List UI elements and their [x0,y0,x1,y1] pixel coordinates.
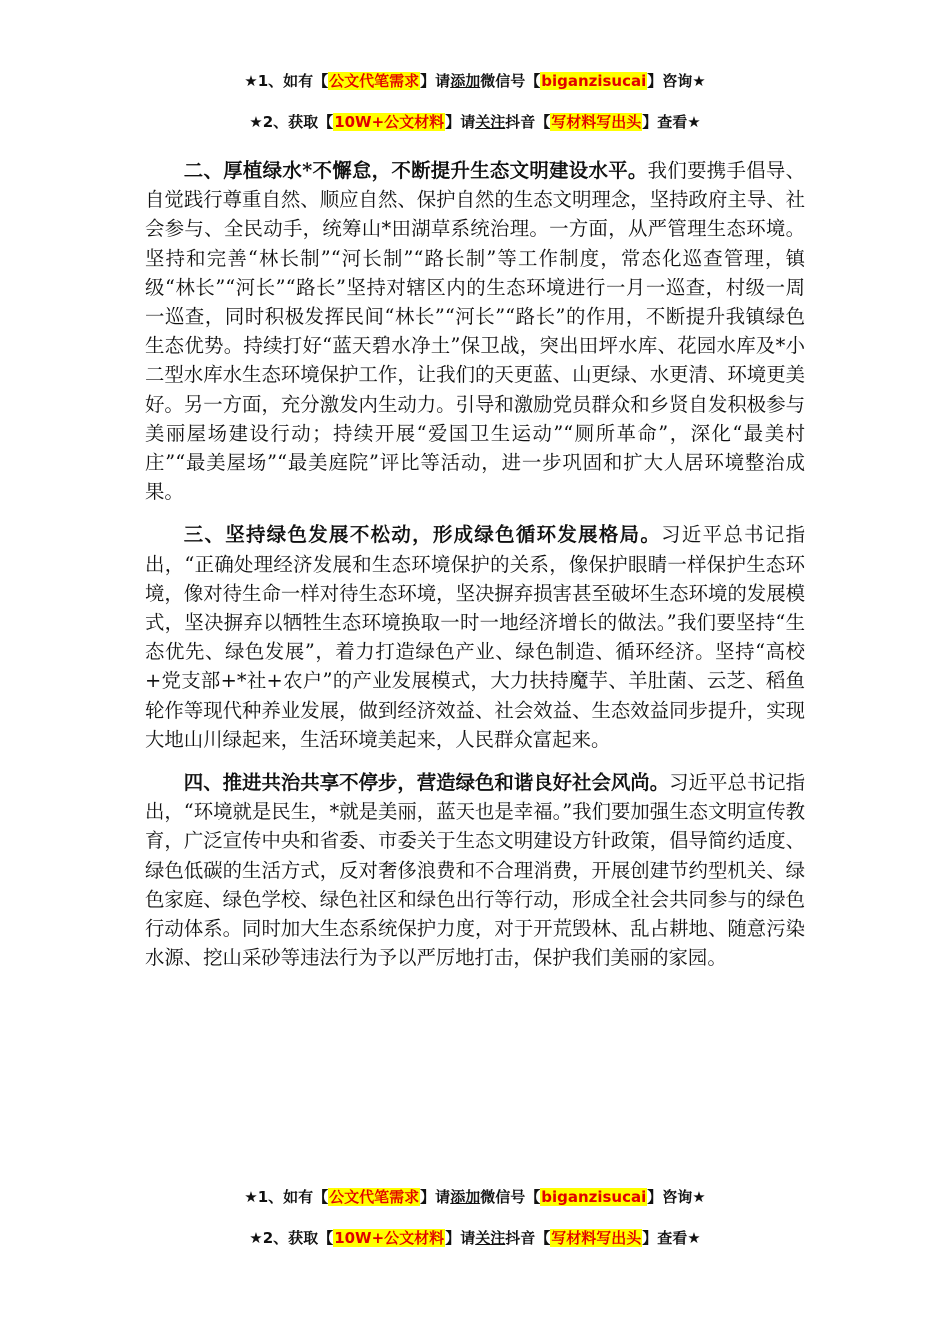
star-icon: ★ [244,72,258,90]
banner-highlight: biganzisucai [541,1188,647,1206]
banner-text: 】查看★ [642,1229,701,1247]
footer-banner-line-1 [0,1186,950,1208]
banner-text: 抖音【 [505,113,551,131]
paragraph-heading: 三、坚持绿色发展不松动，形成绿色循环发展格局。 [183,523,662,547]
banner-text: 】请 [420,72,451,90]
banner-text: 1、如有【 [257,1188,329,1206]
banner-text: 】咨询★ [647,1188,706,1206]
banner-text: 微信号【 [480,1188,541,1206]
banner-highlight: 10W+公文材料 [334,1229,445,1247]
banner-highlight: 公文代笔需求 [329,72,420,90]
paragraph-2 [145,156,805,506]
banner-highlight: 10W+公文材料 [334,113,445,131]
paragraph-text: 习近平总书记指出，“环境就是民生，*就是美丽，蓝天也是幸福。”我们要加强生态文明宣传教育，广泛宣传中央和省委、市委关于生态文明建设方针政策，倡导简约适度、绿色低碳的生活方式，反对奢侈浪费和不合理消费，开展创建节约型机关、绿色家庭、绿色学校、绿色社区和绿色出行等行动，形成全社会共同参与的绿色行动体系。同时加大生态系统保护力度，对于开荒毁林、乱占耕地、随意污染水源、挖山采砂等违法行为予以严厉地打击，保护我们美丽的家园。 [145,771,806,970]
banner-text: 1、如有【 [257,72,329,90]
banner-text: 2、获取【 [262,1229,334,1247]
banner-highlight: 公文代笔需求 [329,1188,420,1206]
banner-highlight: biganzisucai [541,72,647,90]
banner-underlined: 添加 [450,1188,481,1206]
banner-text: 】请 [445,113,476,131]
banner-underlined: 关注 [475,1229,506,1247]
banner-text: 】请 [420,1188,451,1206]
star-icon: ★ [244,1188,258,1206]
star-icon: ★ [249,113,263,131]
star-icon: ★ [249,1229,263,1247]
header-banner-line-2 [0,111,950,133]
document-body [145,156,805,986]
paragraph-text: 习近平总书记指出，“正确处理经济发展和生态环境保护的关系，像保护眼睛一样保护生态环境，像对待生命一样对待生态环境，坚决摒弃损害甚至破坏生态环境的发展模式，坚决摒弃以牺牲生态环境换取一时一地经济增长的做法。”我们要坚持“生态优先、绿色发展”，着力打造绿色产业、绿色制造、循环经济。坚持“高校+党支部+*社+农户”的产业发展模式，大力扶持魔芋、羊肚菌、云芝、稻鱼轮作等现代种养业发展，做到经济效益、社会效益、生态效益同步提升，实现大地山川绿起来，生活环境美起来，人民群众富起来。 [145,523,806,751]
banner-text: 】请 [445,1229,476,1247]
banner-underlined: 关注 [475,113,506,131]
header-banner-line-1 [0,70,950,92]
footer-banner-line-2 [0,1227,950,1249]
banner-text: 抖音【 [505,1229,551,1247]
banner-text: 2、获取【 [262,113,334,131]
paragraph-heading: 四、推进共治共享不停步，营造绿色和谐良好社会风尚。 [183,771,670,795]
banner-underlined: 添加 [450,72,481,90]
paragraph-4 [145,768,805,972]
banner-highlight: 写材料写出头 [551,113,642,131]
banner-text: 】查看★ [642,113,701,131]
banner-text: 微信号【 [480,72,541,90]
paragraph-text: 我们要携手倡导、自觉践行尊重自然、顺应自然、保护自然的生态文明理念，坚持政府主导、社会参与、全民动手，统筹山*田湖草系统治理。一方面，从严管理生态环境。坚持和完善“林长制”“河长制”“路长制”等工作制度，常态化巡查管理，镇级“林长”“河长”“路长”坚持对辖区内的生态环境进行一月一巡查，村级一周一巡查，同时积极发挥民间“林长”“河长”“路长”的作用，不断提升我镇绿色生态优势。持续打好“蓝天碧水净土”保卫战，突出田坪水库、花园水库及*小二型水库水生态环境保护工作，让我们的天更蓝、山更绿、水更清、环境更美好。另一方面，充分激发内生动力。引导和激励党员群众和乡贤自发积极参与美丽屋场建设行动；持续开展“爱国卫生运动”“厕所革命”，深化“最美村庄”“最美屋场”“最美庭院”评比等活动，进一步巩固和扩大人居环境整治成果。 [145,159,806,504]
banner-highlight: 写材料写出头 [551,1229,642,1247]
banner-text: 】咨询★ [647,72,706,90]
paragraph-heading: 二、厚植绿水*不懈怠，不断提升生态文明建设水平。 [183,159,648,182]
paragraph-3 [145,520,805,754]
